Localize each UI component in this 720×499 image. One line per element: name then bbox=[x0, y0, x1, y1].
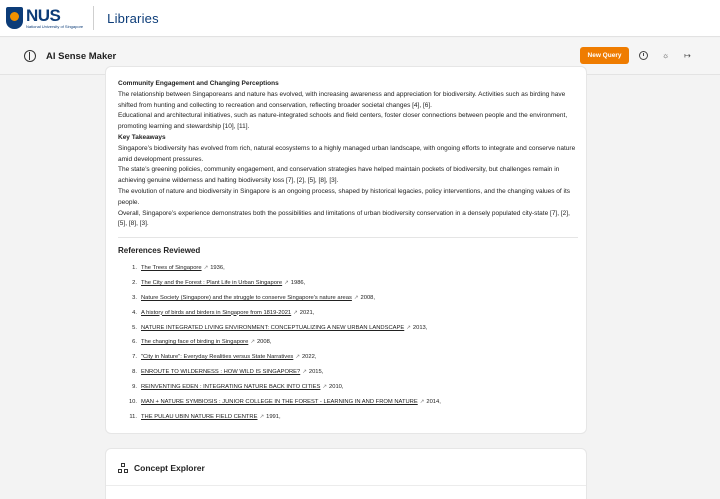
reference-link[interactable]: The Trees of Singapore bbox=[141, 265, 202, 271]
reference-year: 1991, bbox=[266, 413, 281, 420]
reference-item: 7. "City in Nature": Everyday Realities versus State Narratives ↗ 2022, bbox=[132, 354, 317, 361]
reference-year: 2021, bbox=[299, 309, 315, 316]
external-link-icon[interactable]: ↗ bbox=[203, 265, 209, 271]
reference-year: 2015, bbox=[308, 369, 324, 376]
reference-link[interactable]: MAN + NATURE SYMBIOSIS : JUNIOR COLLEGE IN THE FOREST - LEARNING IN AND FROM NATURE bbox=[141, 399, 418, 406]
nus-crest-icon bbox=[6, 7, 23, 29]
reference-year: 2008, bbox=[256, 339, 272, 346]
paragraph: Singapore’s biodiversity has evolved from rich, natural ecosystems to a highly managed urban landscape, with ongoing efforts to integrate and conserve nature amid development pressures. bbox=[118, 144, 576, 163]
reference-item: 8. ENROUTE TO WILDERNESS : HOW WILD IS SINGAPORE? ↗ 2015, bbox=[132, 369, 324, 376]
references-list bbox=[118, 263, 578, 427]
reference-year: 2008, bbox=[360, 294, 376, 301]
nus-logo-subtext: National University of Singapore bbox=[26, 24, 84, 29]
section-heading: Key Takeaways bbox=[118, 133, 166, 141]
reference-item: 10. MAN + NATURE SYMBIOSIS : JUNIOR COLLEGE IN THE FOREST - LEARNING IN AND FROM NATURE ↗ 2014, bbox=[128, 399, 441, 406]
reference-item: 1. The Trees of Singapore ↗ 1936, bbox=[132, 265, 225, 271]
reference-year: 1936, bbox=[210, 265, 225, 271]
external-link-icon[interactable]: ↗ bbox=[295, 354, 300, 361]
nus-logo-text: NUS bbox=[26, 6, 61, 25]
reference-link[interactable]: NATURE INTEGRATED LIVING ENVIRONMENT: CONCEPTUALIZING A NEW URBAN LANDSCAPE bbox=[141, 324, 405, 331]
paragraph: Educational and architectural initiatives, such as nature-integrated schools and field centers, foster closer connections between people and the environment, promoting learning and stewardship [10], [11]. bbox=[118, 112, 568, 131]
reference-link[interactable]: "City in Nature": Everyday Realities versus State Narratives bbox=[141, 354, 294, 361]
reference-link[interactable]: Nature Society (Singapore) and the struggle to conserve Singapore's nature areas bbox=[141, 294, 352, 301]
external-link-icon[interactable]: ↗ bbox=[302, 369, 307, 376]
reference-link[interactable]: ENROUTE TO WILDERNESS : HOW WILD IS SINGAPORE? bbox=[141, 369, 301, 376]
reference-item: 2. The City and the Forest : Plant Life in Urban Singapore ↗ 1986, bbox=[132, 279, 306, 286]
header-divider bbox=[93, 6, 94, 30]
history-icon[interactable] bbox=[639, 51, 648, 60]
paragraph: The state’s greening policies, community engagement, and conservation strategies have helped maintain pockets of biodiversity, but challenges remain in achieving genuine wilderness and halting biodiversity loss [7], [2], [5], [8], [3]. bbox=[118, 166, 560, 185]
reference-link[interactable]: The City and the Forest : Plant Life in Urban Singapore bbox=[141, 279, 283, 286]
reference-link[interactable]: THE PULAU UBIN NATURE FIELD CENTRE bbox=[141, 413, 258, 420]
external-link-icon[interactable]: ↗ bbox=[284, 279, 289, 286]
external-link-icon[interactable]: ↗ bbox=[322, 384, 328, 391]
summary-content bbox=[118, 79, 576, 230]
reference-year: 1986, bbox=[290, 279, 306, 286]
reference-item: 9. REINVENTING EDEN : INTEGRATING NATURE BACK INTO CITIES ↗ 2010, bbox=[132, 384, 344, 391]
libraries-title[interactable]: Libraries bbox=[107, 10, 159, 26]
paragraph: The relationship between Singaporeans and nature has evolved, with increasing awareness and appreciation for biodiversity. Activities such as birding have shifted from hunting and collecting to recreation and conservation, reflecting broader societal changes [4], [6]. bbox=[118, 90, 566, 109]
references-title: References Reviewed bbox=[118, 246, 201, 255]
concept-explorer-card bbox=[105, 448, 587, 499]
external-link-icon[interactable]: ↗ bbox=[419, 399, 425, 406]
reference-year: 2013, bbox=[412, 324, 428, 331]
external-link-icon[interactable]: ↗ bbox=[259, 413, 265, 420]
logout-icon[interactable]: ↦ bbox=[684, 51, 691, 60]
sun-icon[interactable]: ☼ bbox=[661, 51, 670, 60]
reference-link[interactable]: The changing face of birding in Singapore bbox=[141, 339, 249, 346]
external-link-icon[interactable]: ↗ bbox=[293, 309, 298, 316]
paragraph: The evolution of nature and biodiversity in Singapore is an ongoing process, shaped by historical legacies, policy interventions, and the changing values of its people. bbox=[118, 187, 571, 206]
hierarchy-icon bbox=[118, 463, 129, 474]
reference-item: 4. A history of birds and birders in Singapore from 1819-2021 ↗ 2021, bbox=[132, 309, 315, 316]
paragraph: Overall, Singapore’s experience demonstrates both the possibilities and limitations of urban biodiversity conservation in a densely populated city-state [7], [2], [5], [8], [3]. bbox=[118, 209, 570, 228]
concept-explorer-title: Concept Explorer bbox=[134, 463, 205, 473]
brain-icon bbox=[24, 50, 36, 62]
reference-item: 11. THE PULAU UBIN NATURE FIELD CENTRE ↗ 1991, bbox=[129, 413, 281, 420]
reference-link[interactable]: A history of birds and birders in Singapore from 1819-2021 bbox=[141, 309, 292, 316]
summary-card bbox=[105, 66, 587, 434]
library-header bbox=[0, 0, 720, 37]
divider bbox=[106, 485, 587, 486]
nus-logo[interactable] bbox=[6, 7, 83, 29]
divider bbox=[118, 237, 578, 238]
external-link-icon[interactable]: ↗ bbox=[406, 324, 411, 331]
reference-year: 2022, bbox=[301, 354, 317, 361]
section-heading: Community Engagement and Changing Perceptions bbox=[118, 80, 279, 87]
app-title: AI Sense Maker bbox=[46, 50, 117, 62]
reference-link[interactable]: REINVENTING EDEN : INTEGRATING NATURE BACK INTO CITIES bbox=[141, 384, 321, 391]
reference-year: 2014, bbox=[426, 399, 441, 406]
reference-year: 2010, bbox=[329, 384, 344, 391]
reference-item: 3. Nature Society (Singapore) and the struggle to conserve Singapore's nature areas ↗ 2008, bbox=[132, 294, 376, 301]
external-link-icon[interactable]: ↗ bbox=[353, 294, 359, 301]
external-link-icon[interactable]: ↗ bbox=[250, 339, 255, 346]
new-query-button[interactable]: New Query bbox=[580, 47, 629, 64]
reference-item: 5. NATURE INTEGRATED LIVING ENVIRONMENT: CONCEPTUALIZING A NEW URBAN LANDSCAPE ↗ 2013, bbox=[132, 324, 428, 331]
reference-item: 6. The changing face of birding in Singapore ↗ 2008, bbox=[132, 339, 272, 346]
